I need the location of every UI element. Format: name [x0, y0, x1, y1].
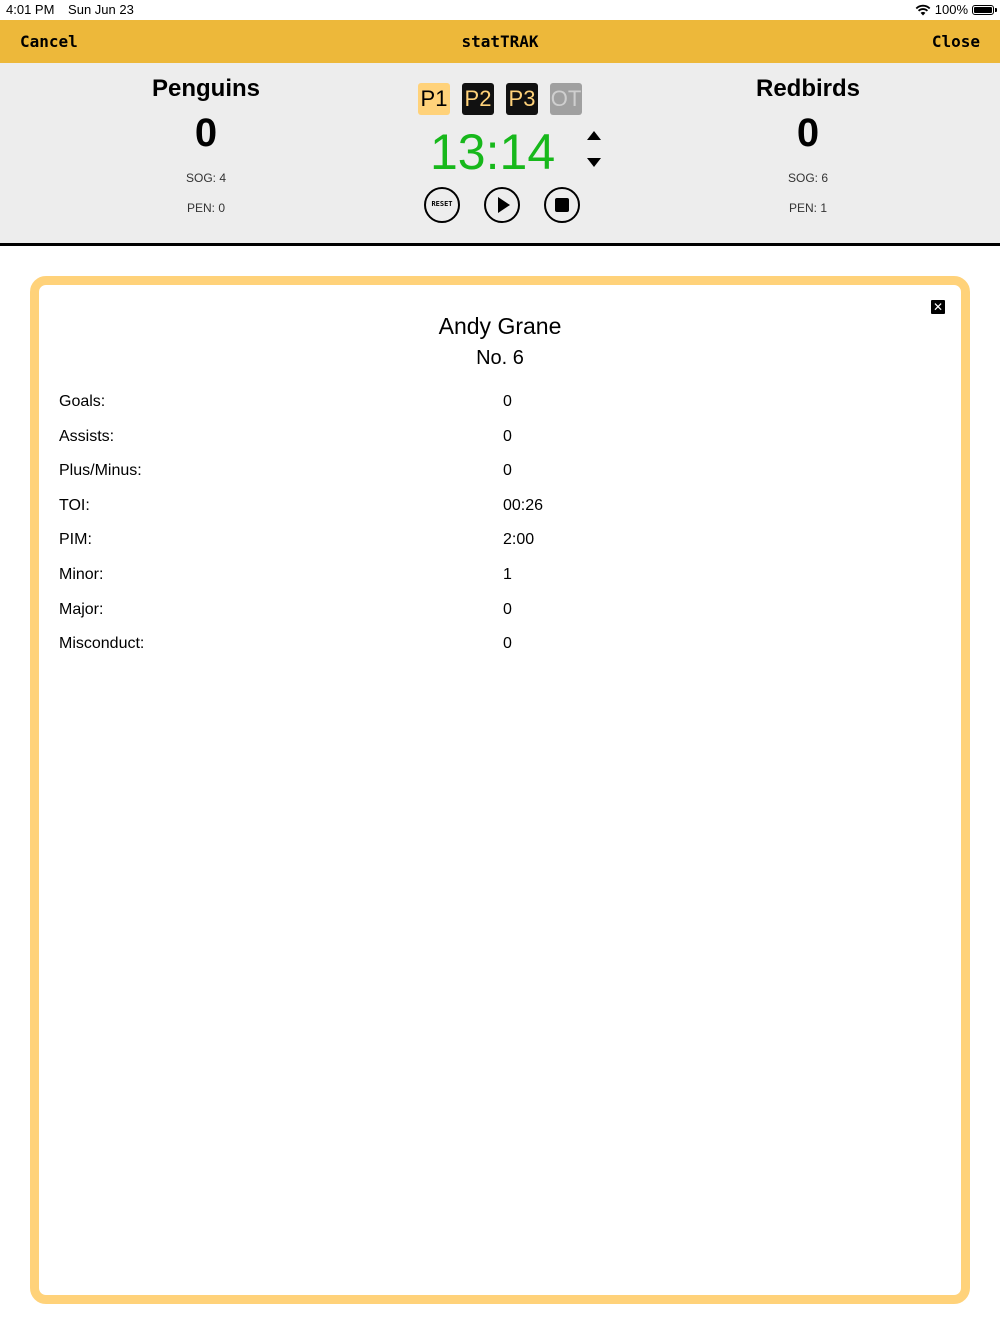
period-p2-button[interactable]: P2	[462, 83, 494, 115]
stat-value: 0	[503, 462, 512, 480]
home-team-panel	[56, 63, 356, 215]
status-right	[915, 2, 994, 17]
home-team-sog: SOG: 4	[185, 171, 226, 185]
stat-value: 2:00	[503, 531, 535, 549]
game-clock: 13:14	[430, 124, 556, 180]
stat-value: 00:26	[503, 496, 544, 514]
stat-label: TOI:	[59, 496, 90, 514]
clock-adjust	[587, 131, 601, 167]
nav-bar	[0, 20, 1000, 63]
close-icon[interactable]: ✕	[932, 300, 944, 314]
play-icon	[498, 197, 510, 213]
away-team-name: Redbirds	[755, 75, 860, 102]
stat-label: Assists:	[59, 427, 115, 445]
reset-label: RESET	[431, 200, 453, 208]
battery-tip	[995, 8, 997, 12]
away-team-pen: PEN: 1	[788, 201, 827, 215]
stat-value: 0	[503, 600, 512, 618]
stat-label: Plus/Minus:	[59, 462, 142, 480]
stop-icon	[555, 198, 569, 212]
status-time: 4:01 PM	[6, 2, 55, 17]
stat-value: 0	[503, 393, 512, 410]
stat-row-pim	[59, 523, 759, 558]
period-selector	[418, 83, 582, 115]
stat-row-major	[59, 593, 759, 628]
stat-value: 0	[503, 635, 512, 653]
home-team-score: 0	[194, 111, 218, 155]
clock-down-arrow-icon[interactable]	[587, 158, 601, 167]
stat-label: PIM:	[59, 531, 92, 549]
app-title: statTRAK	[461, 32, 539, 51]
stat-label: Goals:	[59, 393, 106, 410]
status-date: Sun Jun 23	[68, 2, 134, 17]
period-p1-button[interactable]: P1	[418, 83, 450, 115]
period-ot-button[interactable]: OT	[550, 83, 582, 115]
stat-row-assists	[59, 420, 759, 455]
player-stats-list	[59, 385, 759, 662]
scoreboard	[0, 63, 1000, 246]
battery-percent: 100%	[934, 2, 968, 17]
stat-label: Minor:	[59, 565, 104, 583]
stat-row-toi	[59, 489, 759, 524]
stat-value: 1	[503, 565, 512, 583]
reset-button[interactable]	[424, 187, 460, 223]
stat-row-goals	[59, 385, 759, 420]
home-team-pen: PEN: 0	[186, 201, 225, 215]
stat-row-minor	[59, 558, 759, 593]
player-stats-card	[30, 276, 970, 1304]
battery-fill	[974, 7, 992, 13]
status-left	[6, 2, 134, 17]
stat-label: Major:	[59, 600, 104, 618]
cancel-button[interactable]: Cancel	[20, 32, 78, 51]
away-team-score: 0	[796, 111, 820, 155]
away-team-sog: SOG: 6	[787, 171, 828, 185]
player-number: No. 6	[476, 347, 524, 369]
play-button[interactable]	[484, 187, 520, 223]
stat-label: Misconduct:	[59, 635, 145, 653]
stat-row-misconduct	[59, 627, 759, 662]
clock-controls	[424, 187, 580, 223]
battery-icon	[972, 5, 994, 15]
stat-value: 0	[503, 427, 512, 445]
clock-up-arrow-icon[interactable]	[587, 131, 601, 140]
away-team-panel	[658, 63, 958, 215]
wifi-icon	[915, 4, 931, 16]
period-p3-button[interactable]: P3	[506, 83, 538, 115]
home-team-name: Penguins	[151, 75, 260, 102]
status-bar	[0, 0, 1000, 20]
stat-row-plus-minus	[59, 454, 759, 489]
close-button[interactable]: Close	[931, 32, 980, 51]
player-name: Andy Grane	[438, 313, 562, 339]
stop-button[interactable]	[544, 187, 580, 223]
